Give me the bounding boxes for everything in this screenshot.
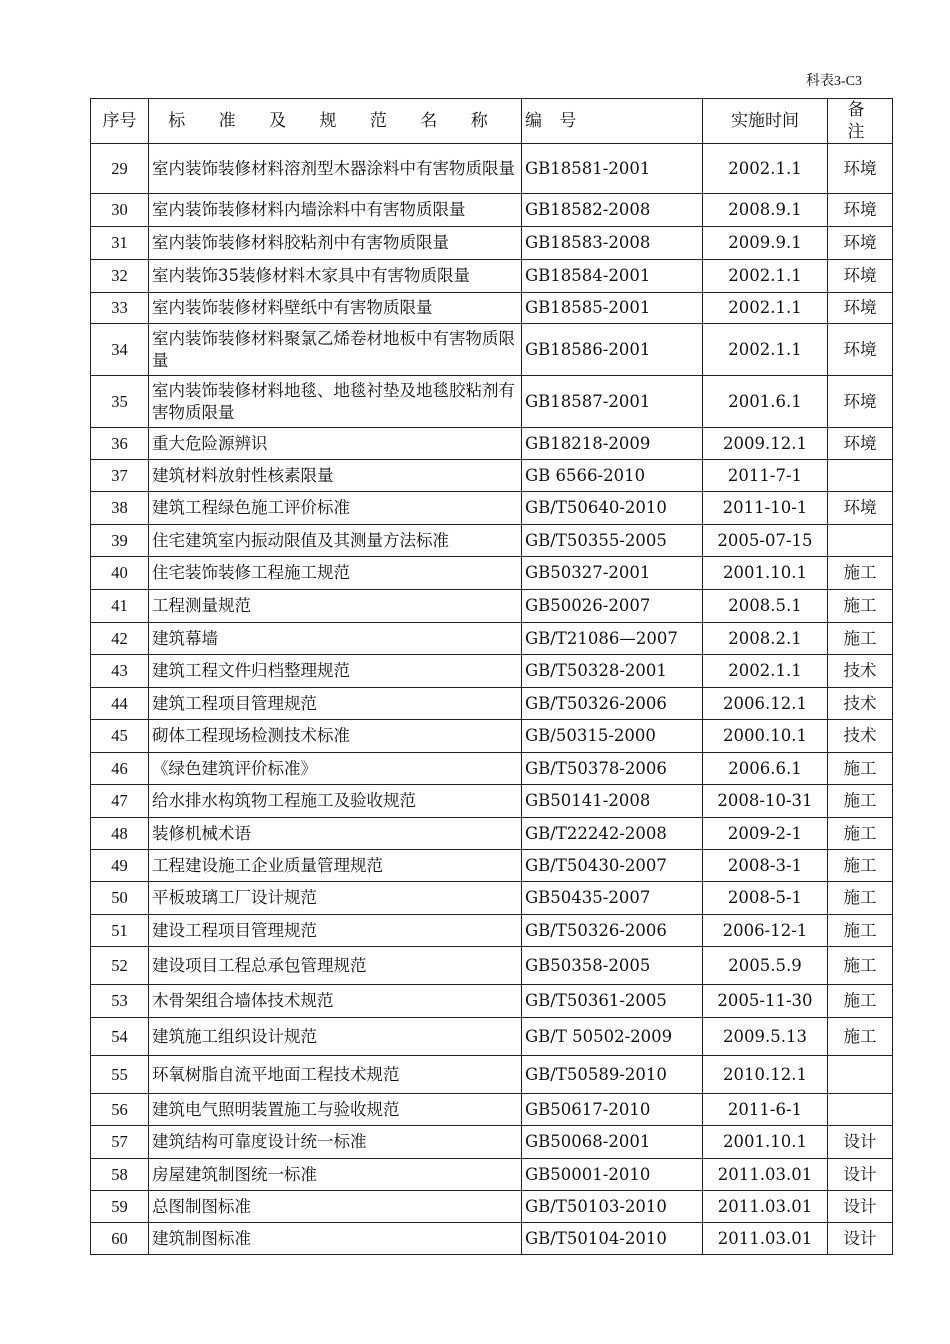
table-row [91, 144, 893, 194]
row-no: 51 [91, 915, 149, 947]
form-code: 科表3-C3 [806, 74, 862, 89]
row-code: GB18581-2001 [522, 144, 703, 194]
table-row [91, 720, 893, 753]
row-code: GB18585-2001 [522, 293, 703, 324]
row-date: 2002.1.1 [703, 260, 828, 293]
row-name: 装修机械术语 [149, 818, 522, 850]
row-no: 56 [91, 1094, 149, 1126]
row-name: 建设工程项目管理规范 [149, 915, 522, 947]
row-no: 53 [91, 985, 149, 1018]
row-note [828, 1056, 893, 1094]
row-name: 室内装饰装修材料内墙涂料中有害物质限量 [149, 194, 522, 227]
row-note: 环境 [828, 293, 893, 324]
row-no: 57 [91, 1126, 149, 1159]
row-note: 施工 [828, 557, 893, 590]
row-code: GB/T50640-2010 [522, 492, 703, 525]
row-code: GB50617-2010 [522, 1094, 703, 1126]
row-name: 平板玻璃工厂设计规范 [149, 882, 522, 915]
row-name: 住宅装饰装修工程施工规范 [149, 557, 522, 590]
row-no: 36 [91, 428, 149, 460]
row-name: 建筑幕墙 [149, 623, 522, 655]
table-row [91, 985, 893, 1018]
row-note: 施工 [828, 882, 893, 915]
row-note: 环境 [828, 144, 893, 194]
row-code: GB/T50378-2006 [522, 753, 703, 785]
row-no: 31 [91, 227, 149, 260]
row-date: 2010.12.1 [703, 1056, 828, 1094]
row-note: 施工 [828, 623, 893, 655]
row-date: 2008-3-1 [703, 850, 828, 882]
row-date: 2002.1.1 [703, 655, 828, 688]
row-name: 木骨架组合墙体技术规范 [149, 985, 522, 1018]
table-row [91, 785, 893, 818]
row-code: GB/T50326-2006 [522, 688, 703, 720]
row-no: 48 [91, 818, 149, 850]
row-code: GB50068-2001 [522, 1126, 703, 1159]
row-note: 环境 [828, 376, 893, 428]
row-code: GB/T50589-2010 [522, 1056, 703, 1094]
row-date: 2000.10.1 [703, 720, 828, 753]
row-no: 49 [91, 850, 149, 882]
row-note: 施工 [828, 985, 893, 1018]
table-row [91, 1056, 893, 1094]
row-code: GB18218-2009 [522, 428, 703, 460]
table-row [91, 850, 893, 882]
row-code: GB/T50103-2010 [522, 1191, 703, 1223]
row-no: 34 [91, 324, 149, 376]
table-row [91, 324, 893, 376]
row-note: 施工 [828, 1018, 893, 1056]
table-row [91, 753, 893, 785]
row-code: GB/T50104-2010 [522, 1223, 703, 1255]
row-date: 2008.5.1 [703, 590, 828, 623]
row-no: 60 [91, 1223, 149, 1255]
row-no: 39 [91, 525, 149, 557]
row-name: 室内装饰装修材料溶剂型木器涂料中有害物质限量 [149, 144, 522, 194]
row-code: GB50358-2005 [522, 947, 703, 985]
row-name: 给水排水构筑物工程施工及验收规范 [149, 785, 522, 818]
row-date: 2009.5.13 [703, 1018, 828, 1056]
table-row [91, 1018, 893, 1056]
row-code: GB18584-2001 [522, 260, 703, 293]
row-name: 建筑结构可靠度设计统一标准 [149, 1126, 522, 1159]
row-date: 2006.6.1 [703, 753, 828, 785]
table-header-row [91, 99, 893, 144]
row-date: 2005.5.9 [703, 947, 828, 985]
row-note: 设计 [828, 1126, 893, 1159]
table-row [91, 1094, 893, 1126]
table-row [91, 818, 893, 850]
table-row [91, 460, 893, 492]
row-date: 2005-07-15 [703, 525, 828, 557]
row-no: 42 [91, 623, 149, 655]
row-no: 30 [91, 194, 149, 227]
table-row [91, 882, 893, 915]
row-name: 重大危险源辨识 [149, 428, 522, 460]
row-name: 室内装饰装修材料壁纸中有害物质限量 [149, 293, 522, 324]
row-code: GB/T 50502-2009 [522, 1018, 703, 1056]
header-date: 实施时间 [703, 99, 828, 144]
row-name: 砌体工程现场检测技术标准 [149, 720, 522, 753]
row-name: 建筑工程文件归档整理规范 [149, 655, 522, 688]
table-row [91, 260, 893, 293]
row-name: 建筑材料放射性核素限量 [149, 460, 522, 492]
row-code: GB50435-2007 [522, 882, 703, 915]
row-name: 室内装饰装修材料地毯、地毯衬垫及地毯胶粘剂有害物质限量 [149, 376, 522, 428]
row-note: 环境 [828, 324, 893, 376]
row-note: 设计 [828, 1223, 893, 1255]
row-date: 2008-5-1 [703, 882, 828, 915]
row-code: GB50001-2010 [522, 1159, 703, 1191]
row-date: 2011.03.01 [703, 1159, 828, 1191]
row-note [828, 460, 893, 492]
row-code: GB/T21086—2007 [522, 623, 703, 655]
row-name: 室内装饰装修材料胶粘剂中有害物质限量 [149, 227, 522, 260]
row-code: GB18586-2001 [522, 324, 703, 376]
row-note: 环境 [828, 227, 893, 260]
row-date: 2011-7-1 [703, 460, 828, 492]
row-code: GB/T50430-2007 [522, 850, 703, 882]
row-note: 施工 [828, 753, 893, 785]
row-no: 37 [91, 460, 149, 492]
table-row [91, 1223, 893, 1255]
row-date: 2008.9.1 [703, 194, 828, 227]
row-date: 2001.10.1 [703, 1126, 828, 1159]
row-code: GB/T50355-2005 [522, 525, 703, 557]
row-no: 32 [91, 260, 149, 293]
row-no: 59 [91, 1191, 149, 1223]
row-no: 54 [91, 1018, 149, 1056]
row-note: 施工 [828, 590, 893, 623]
row-date: 2009.12.1 [703, 428, 828, 460]
row-date: 2006.12.1 [703, 688, 828, 720]
row-name: 住宅建筑室内振动限值及其测量方法标准 [149, 525, 522, 557]
standards-table [90, 98, 893, 1255]
header-no: 序号 [91, 99, 149, 144]
row-date: 2011.03.01 [703, 1223, 828, 1255]
row-note: 施工 [828, 818, 893, 850]
row-code: GB18583-2008 [522, 227, 703, 260]
row-no: 58 [91, 1159, 149, 1191]
table-row [91, 1159, 893, 1191]
row-date: 2002.1.1 [703, 293, 828, 324]
row-date: 2002.1.1 [703, 144, 828, 194]
row-note [828, 525, 893, 557]
row-note: 施工 [828, 850, 893, 882]
row-date: 2008-10-31 [703, 785, 828, 818]
row-code: GB50026-2007 [522, 590, 703, 623]
header-note: 备 注 [828, 99, 893, 144]
row-code: GB50141-2008 [522, 785, 703, 818]
row-note: 施工 [828, 915, 893, 947]
row-note: 技术 [828, 655, 893, 688]
table-row [91, 655, 893, 688]
row-name: 建筑制图标准 [149, 1223, 522, 1255]
header-code: 编 号 [522, 99, 703, 144]
row-name: 建设项目工程总承包管理规范 [149, 947, 522, 985]
table-row [91, 557, 893, 590]
row-no: 29 [91, 144, 149, 194]
row-no: 45 [91, 720, 149, 753]
row-name: 环氧树脂自流平地面工程技术规范 [149, 1056, 522, 1094]
row-no: 40 [91, 557, 149, 590]
table-row [91, 947, 893, 985]
row-date: 2001.6.1 [703, 376, 828, 428]
row-code: GB18582-2008 [522, 194, 703, 227]
row-no: 38 [91, 492, 149, 525]
row-code: GB/T50326-2006 [522, 915, 703, 947]
row-date: 2011.03.01 [703, 1191, 828, 1223]
row-date: 2011-10-1 [703, 492, 828, 525]
row-date: 2006-12-1 [703, 915, 828, 947]
row-no: 41 [91, 590, 149, 623]
row-date: 2009-2-1 [703, 818, 828, 850]
row-name: 总图制图标准 [149, 1191, 522, 1223]
table-row [91, 688, 893, 720]
row-note: 施工 [828, 947, 893, 985]
row-no: 43 [91, 655, 149, 688]
row-name: 建筑电气照明装置施工与验收规范 [149, 1094, 522, 1126]
row-name: 建筑施工组织设计规范 [149, 1018, 522, 1056]
row-note: 环境 [828, 194, 893, 227]
table-row [91, 1126, 893, 1159]
row-name: 《绿色建筑评价标准》 [149, 753, 522, 785]
row-code: GB50327-2001 [522, 557, 703, 590]
table-row [91, 227, 893, 260]
row-no: 55 [91, 1056, 149, 1094]
row-name: 建筑工程绿色施工评价标准 [149, 492, 522, 525]
table-row [91, 915, 893, 947]
table-row [91, 492, 893, 525]
row-no: 46 [91, 753, 149, 785]
row-note: 环境 [828, 492, 893, 525]
row-no: 35 [91, 376, 149, 428]
row-no: 52 [91, 947, 149, 985]
row-note: 设计 [828, 1159, 893, 1191]
table-row [91, 623, 893, 655]
table-row [91, 194, 893, 227]
row-note: 环境 [828, 428, 893, 460]
row-name: 房屋建筑制图统一标准 [149, 1159, 522, 1191]
row-code: GB18587-2001 [522, 376, 703, 428]
row-date: 2001.10.1 [703, 557, 828, 590]
table-row [91, 428, 893, 460]
row-name: 工程测量规范 [149, 590, 522, 623]
row-date: 2009.9.1 [703, 227, 828, 260]
row-code: GB/T50361-2005 [522, 985, 703, 1018]
row-code: GB 6566-2010 [522, 460, 703, 492]
row-note: 技术 [828, 720, 893, 753]
row-code: GB/50315-2000 [522, 720, 703, 753]
row-no: 33 [91, 293, 149, 324]
row-no: 50 [91, 882, 149, 915]
row-no: 47 [91, 785, 149, 818]
row-date: 2002.1.1 [703, 324, 828, 376]
header-name: 标 准 及 规 范 名 称 [149, 99, 522, 144]
table-row [91, 590, 893, 623]
row-name: 建筑工程项目管理规范 [149, 688, 522, 720]
row-note: 技术 [828, 688, 893, 720]
row-date: 2008.2.1 [703, 623, 828, 655]
row-code: GB/T50328-2001 [522, 655, 703, 688]
table-row [91, 1191, 893, 1223]
row-name: 工程建设施工企业质量管理规范 [149, 850, 522, 882]
table-row [91, 525, 893, 557]
row-code: GB/T22242-2008 [522, 818, 703, 850]
row-note: 设计 [828, 1191, 893, 1223]
row-note: 施工 [828, 785, 893, 818]
row-name: 室内装饰装修材料聚氯乙烯卷材地板中有害物质限量 [149, 324, 522, 376]
row-note [828, 1094, 893, 1126]
row-note: 环境 [828, 260, 893, 293]
table-row [91, 293, 893, 324]
row-date: 2005-11-30 [703, 985, 828, 1018]
row-no: 44 [91, 688, 149, 720]
table-row [91, 376, 893, 428]
row-date: 2011-6-1 [703, 1094, 828, 1126]
row-name: 室内装饰35装修材料木家具中有害物质限量 [149, 260, 522, 293]
